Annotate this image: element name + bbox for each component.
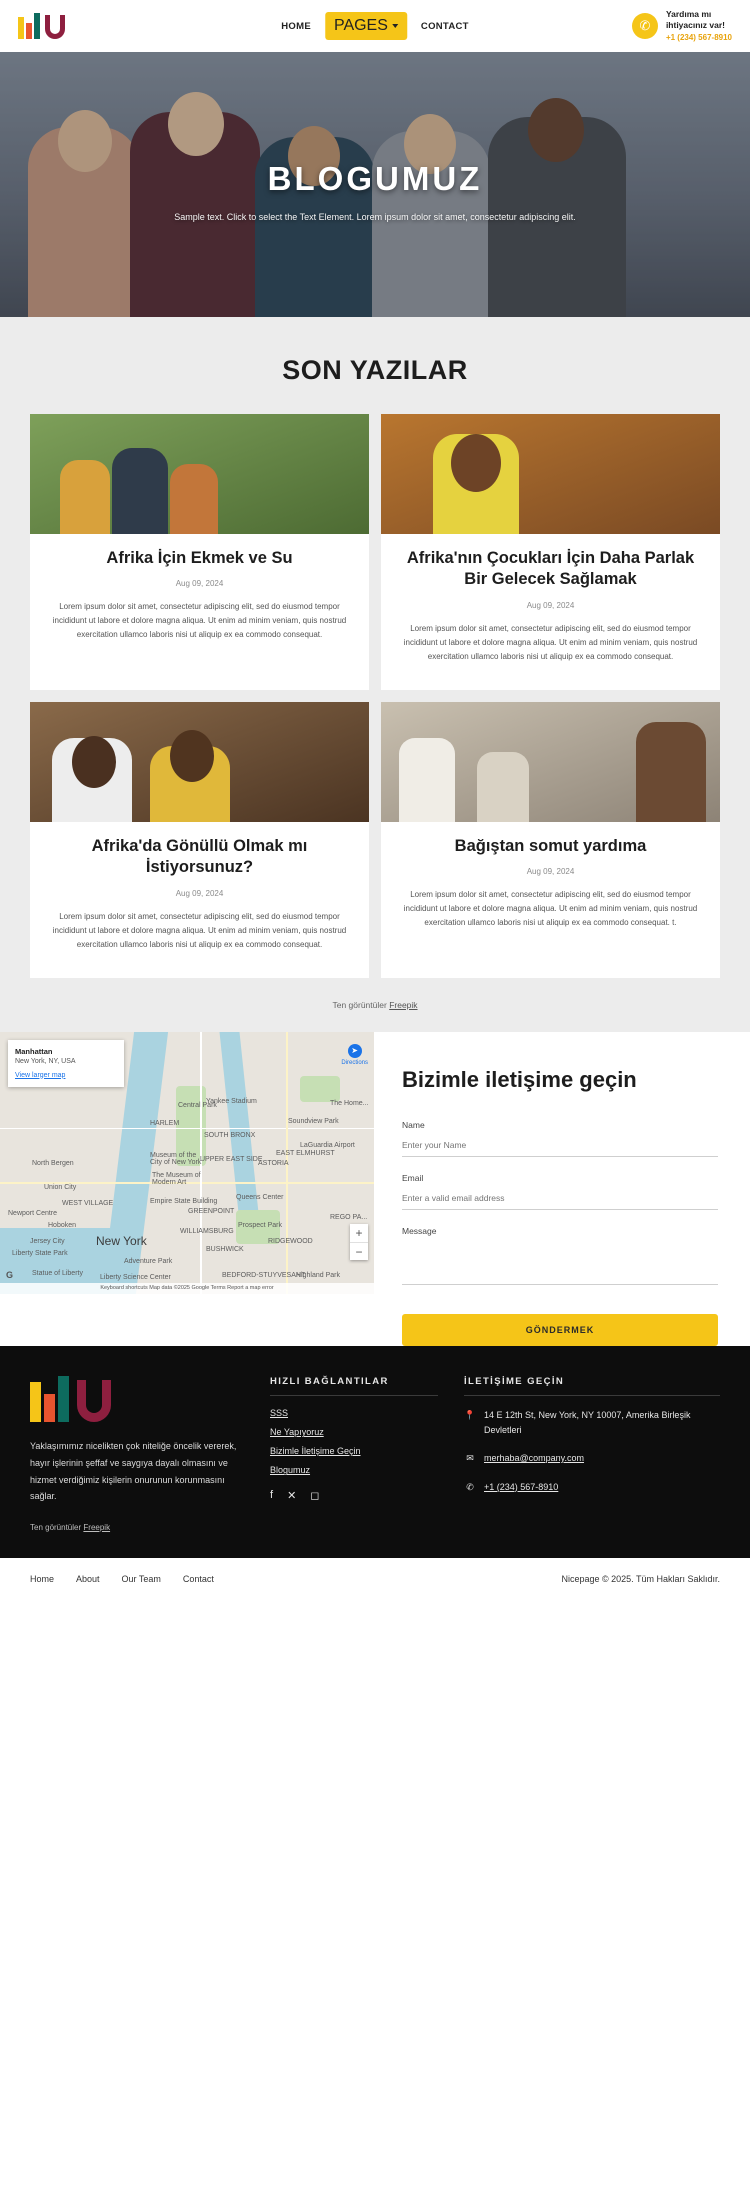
nav-item-contact[interactable]: CONTACT	[420, 20, 469, 32]
map-label: UPPER EAST SIDE	[200, 1155, 263, 1163]
site-footer	[0, 1346, 750, 1558]
nav-item-pages[interactable]	[325, 12, 407, 40]
map-zoom-in-button[interactable]: +	[355, 1225, 363, 1240]
main-nav	[281, 12, 469, 40]
help-line-2: ihtiyacınız var!	[665, 20, 725, 30]
message-label: Message	[402, 1226, 437, 1237]
post-title: Afrika'da Gönüllü Olmak mı İstiyorsunuz?	[91, 836, 308, 877]
map-label: ASTORIA	[258, 1159, 289, 1167]
directions-icon: ➤	[348, 1044, 362, 1058]
image-credit-link[interactable]: Freepik	[389, 999, 418, 1010]
x-twitter-icon[interactable]: ✕	[287, 1490, 297, 1503]
map-place-sub: New York, NY, USA	[15, 1058, 76, 1065]
post-date: Aug 09, 2024	[175, 888, 224, 898]
nav-item-home[interactable]: HOME	[281, 20, 311, 32]
post-image	[30, 414, 369, 534]
message-textarea[interactable]	[402, 1241, 718, 1285]
footer-email[interactable]: merhaba@company.com	[484, 1453, 585, 1464]
site-header	[0, 0, 750, 52]
post-date: Aug 09, 2024	[175, 579, 224, 589]
email-input[interactable]	[402, 1190, 718, 1210]
post-body	[381, 534, 720, 690]
envelope-icon: ✉	[466, 1453, 474, 1464]
posts-section	[0, 317, 750, 1032]
map-park-queens	[300, 1076, 340, 1102]
chevron-down-icon	[392, 24, 398, 28]
nav-item-pages-label: PAGES	[333, 17, 388, 34]
footer-link-ne-yapiyoruz[interactable]: Ne Yapıyoruz	[270, 1427, 324, 1438]
map-label: Liberty Science Center	[100, 1273, 171, 1281]
post-title: Afrika'nın Çocukları İçin Daha Parlak Bir Gelecek Sağlamak	[406, 549, 695, 589]
contact-form	[374, 1032, 750, 1347]
footer-image-credit	[30, 1523, 244, 1532]
phone-icon: ✆	[466, 1481, 474, 1492]
footer-phone[interactable]: +1 (234) 567-8910	[484, 1481, 559, 1492]
image-credit	[0, 1000, 750, 1010]
map-label: GREENPOINT	[188, 1207, 235, 1215]
map-zoom-controls[interactable]	[350, 1224, 368, 1260]
post-title: Bağıştan somut yardıma	[454, 836, 647, 855]
map-label: Yankee Stadium	[206, 1097, 257, 1105]
submit-button[interactable]: GÖNDERMEK	[402, 1314, 718, 1346]
footer-logo[interactable]	[30, 1376, 244, 1422]
bottom-bar	[0, 1558, 750, 1600]
posts-grid	[0, 414, 750, 978]
map-label: WILLIAMSBURG	[180, 1227, 234, 1235]
map-label: WEST VILLAGE	[62, 1199, 114, 1207]
map-label: The Museum of Modern Art	[152, 1171, 201, 1186]
footer-columns	[30, 1376, 720, 1532]
map-label: EAST ELMHURST	[276, 1149, 335, 1157]
footer-contact-column	[464, 1376, 720, 1532]
footer-logo-bar-yellow	[30, 1382, 41, 1422]
copyright-text: Nicepage © 2025. Tüm Hakları Saklıdır.	[561, 1573, 720, 1584]
post-date: Aug 09, 2024	[526, 600, 575, 610]
footer-address-row	[464, 1408, 720, 1437]
bottom-link-about[interactable]: About	[76, 1573, 100, 1584]
bottom-link-home[interactable]: Home	[30, 1573, 55, 1584]
bottom-link-contact[interactable]: Contact	[182, 1573, 214, 1584]
map-view-larger-link[interactable]: View larger map	[15, 1071, 66, 1079]
map-place-card[interactable]	[8, 1040, 124, 1087]
hero-subtitle: Sample text. Click to select the Text Element. Lorem ipsum dolor sit amet, consectetur adipiscing elit.	[174, 211, 576, 222]
name-label: Name	[402, 1120, 425, 1131]
footer-logo-bar-orange	[44, 1394, 55, 1422]
map-label: LaGuardia Airport	[300, 1141, 355, 1149]
field-email	[402, 1173, 718, 1210]
google-logo: G	[6, 1269, 14, 1280]
contact-form-title: Bizimle iletişime geçin	[402, 1066, 637, 1092]
map-label: The Home...	[330, 1099, 369, 1107]
header-phone-block[interactable]	[632, 9, 732, 42]
map-label: North Bergen	[32, 1159, 74, 1167]
name-input[interactable]	[402, 1137, 718, 1157]
footer-links-heading: HIZLI BAĞLANTILAR	[270, 1376, 438, 1396]
post-image	[30, 702, 369, 822]
footer-logo-bar-teal	[58, 1376, 69, 1422]
map-label: HARLEM	[150, 1119, 180, 1127]
map-label: Liberty State Park	[12, 1249, 68, 1257]
map-label: RIDGEWOOD	[268, 1237, 313, 1245]
map-label: Newport Centre	[8, 1209, 58, 1217]
phone-icon: ✆	[632, 13, 658, 39]
map-place-title: Manhattan	[15, 1046, 53, 1056]
page-title: BLOGUMUZ	[267, 159, 483, 197]
footer-address: 14 E 12th St, New York, NY 10007, Amerika Birleşik Devletleri	[484, 1410, 691, 1435]
instagram-icon[interactable]: ◻	[310, 1490, 320, 1503]
post-card[interactable]	[30, 702, 369, 978]
map-label: BUSHWICK	[206, 1245, 244, 1253]
logo-u-shape	[45, 15, 65, 39]
post-card[interactable]	[381, 414, 720, 690]
footer-social-row	[270, 1489, 438, 1502]
post-card[interactable]	[381, 702, 720, 978]
facebook-icon[interactable]: f	[270, 1489, 274, 1502]
post-excerpt: Lorem ipsum dolor sit amet, consectetur adipiscing elit, sed do eiusmod tempor incididunt ut labore et dolore magna aliqua. Ut enim ad minim veniam, quis nostrud exercitation ullamco laboris nisi ut aliquip ex ea commodo consequat.	[403, 623, 698, 661]
footer-link-blogumuz[interactable]: Blogumuz	[270, 1465, 311, 1476]
map-label: Empire State Building	[150, 1197, 218, 1205]
field-message	[402, 1226, 718, 1290]
map-label: Prospect Park	[238, 1221, 282, 1229]
hero-banner	[0, 52, 750, 317]
hero-content	[0, 160, 750, 222]
map-attribution: Keyboard shortcuts Map data ©2025 Google Terms Report a map error	[0, 1283, 374, 1294]
map-label: Union City	[44, 1183, 77, 1191]
map-label: Adventure Park	[124, 1257, 173, 1265]
post-card[interactable]	[30, 414, 369, 690]
post-body	[381, 822, 720, 956]
map-label-city: New York	[96, 1233, 147, 1248]
footer-credit-link[interactable]: Freepik	[83, 1522, 111, 1532]
bottom-links	[30, 1574, 214, 1584]
footer-description: Yaklaşımımız nicelikten çok niteliğe öncelik vererek, hayır işlerinin şeffaf ve saygıya dayalı olmasını ve hizmet verdiğimiz kişilerin onurunun korunmasını sağlar.	[30, 1441, 237, 1502]
map-label: Soundview Park	[288, 1117, 339, 1125]
help-line-1: Yardıma mı	[665, 9, 712, 20]
footer-contact-heading: İLETİŞİME GEÇİN	[464, 1376, 720, 1396]
logo-bar-yellow	[18, 17, 24, 39]
post-excerpt: Lorem ipsum dolor sit amet, consectetur adipiscing elit, sed do eiusmod tempor incididunt ut labore et dolore magna aliqua. Ut enim ad minim veniam, quis nostrud exercitation ullamco laboris nisi ut aliquip ex ea commodo consequat.	[52, 602, 347, 640]
image-credit-text: Ten görüntüler	[332, 999, 387, 1010]
contact-section	[0, 1032, 750, 1347]
footer-link-sss[interactable]: SSS	[270, 1408, 289, 1419]
map-label: BEDFORD-STUYVESANT	[222, 1271, 306, 1279]
map-label: SOUTH BRONX	[204, 1131, 256, 1139]
post-title: Afrika İçin Ekmek ve Su	[106, 549, 293, 567]
logo-bar-teal	[34, 13, 40, 39]
footer-phone-row	[464, 1480, 720, 1494]
bottom-link-our-team[interactable]: Our Team	[121, 1573, 161, 1584]
footer-email-row	[464, 1451, 720, 1465]
map-label: Highland Park	[296, 1271, 340, 1279]
map-label: Jersey City	[30, 1237, 65, 1245]
footer-links-column	[270, 1376, 438, 1532]
map-label: Hoboken	[48, 1221, 77, 1229]
map-label: Museum of the City of New York	[150, 1151, 202, 1166]
map-label: Queens Center	[236, 1193, 284, 1201]
header-phone-number[interactable]: +1 (234) 567-8910	[665, 32, 732, 42]
email-label: Email	[402, 1173, 424, 1184]
section-title: SON YAZILAR	[282, 355, 468, 385]
field-name	[402, 1120, 718, 1157]
post-excerpt: Lorem ipsum dolor sit amet, consectetur adipiscing elit, sed do eiusmod tempor incididunt ut labore et dolore magna aliqua. Ut enim ad minim veniam, quis nostrud exercitation ullamco laboris nisi ut aliquip ex ea commodo consequat. t.	[403, 890, 698, 928]
map-directions-label: Directions	[341, 1059, 368, 1066]
header-help-text	[666, 9, 732, 42]
map-label: Central Park	[178, 1101, 217, 1109]
map-road	[0, 1128, 374, 1130]
footer-brand-column	[30, 1376, 244, 1532]
map-zoom-out-button[interactable]: −	[350, 1242, 368, 1260]
post-date: Aug 09, 2024	[526, 867, 575, 877]
logo-bar-orange	[26, 23, 32, 39]
post-image	[381, 702, 720, 822]
map-label: Statue of Liberty	[32, 1269, 83, 1277]
site-logo[interactable]	[18, 13, 65, 39]
post-body	[30, 822, 369, 978]
map-label: REGO PA...	[330, 1213, 368, 1221]
footer-link-iletisim[interactable]: Bizimle İletişime Geçin	[270, 1446, 361, 1457]
location-map[interactable]	[0, 1032, 374, 1294]
footer-credit-text: Ten görüntüler	[30, 1522, 82, 1532]
location-pin-icon: 📍	[464, 1410, 476, 1421]
post-excerpt: Lorem ipsum dolor sit amet, consectetur adipiscing elit, sed do eiusmod tempor incididunt ut labore et dolore magna aliqua. Ut enim ad minim veniam, quis nostrud exercitation ullamco laboris nisi ut aliquip ex ea commodo consequat.	[52, 911, 347, 949]
footer-logo-u-shape	[77, 1380, 111, 1422]
post-body	[30, 534, 369, 668]
post-image	[381, 414, 720, 534]
map-directions-button[interactable]	[341, 1044, 368, 1066]
